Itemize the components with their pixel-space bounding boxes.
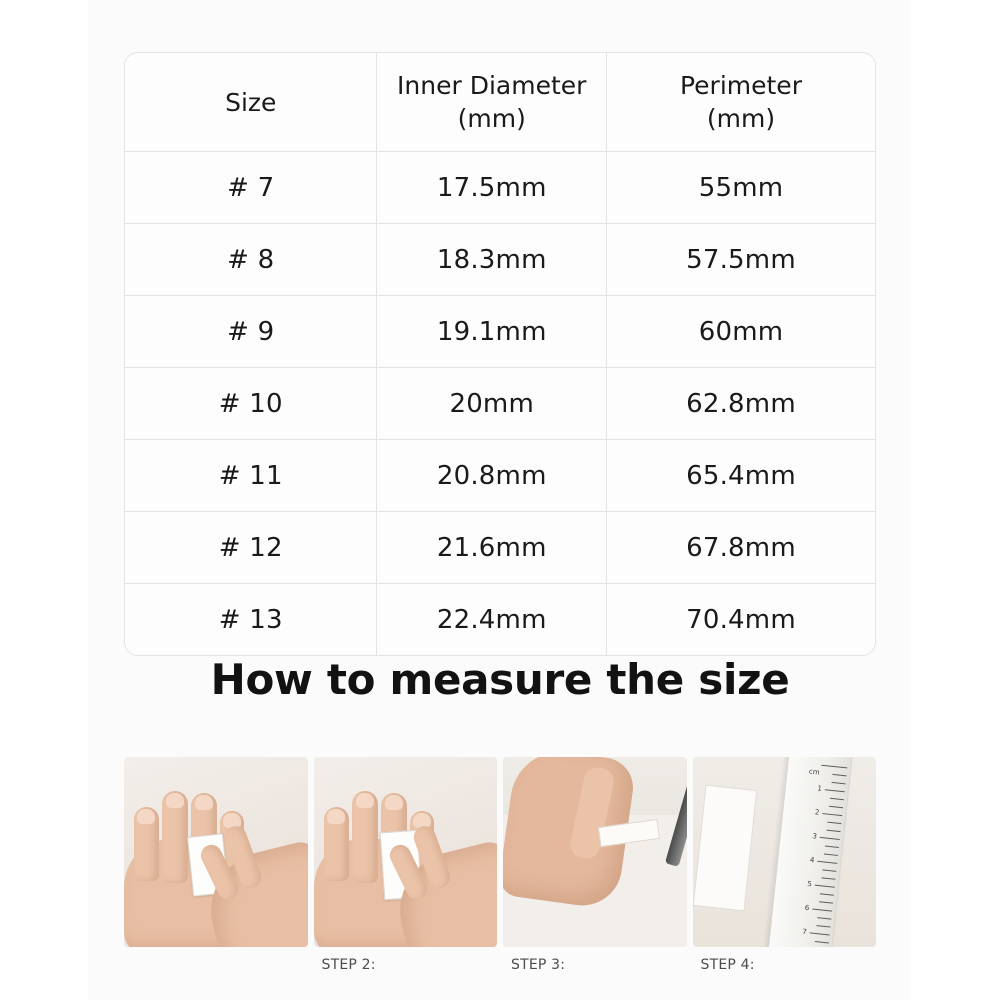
- cell-size: # 11: [125, 440, 377, 512]
- fingernail-shape: [166, 793, 184, 808]
- column-header-inner-diameter-line2: (mm): [457, 104, 526, 133]
- fingernail-shape: [195, 795, 213, 810]
- ring-size-table: [125, 53, 875, 655]
- ruler-icon: [767, 757, 853, 947]
- cell-size: # 10: [125, 368, 377, 440]
- table-header-row: [125, 53, 875, 152]
- table-row: [125, 512, 875, 584]
- cell-perimeter: 70.4mm: [686, 604, 796, 635]
- cell-size: # 8: [125, 224, 377, 296]
- cell-size: # 13: [125, 584, 377, 656]
- column-header-perimeter-line2: (mm): [706, 104, 776, 133]
- ruler-unit-label: cm: [808, 767, 820, 777]
- table-row: [125, 440, 875, 512]
- ring-size-table-card: [124, 52, 876, 656]
- step-caption-1: [124, 957, 308, 987]
- column-header-size-line1: Size: [225, 87, 277, 117]
- table-row: [125, 296, 875, 368]
- cell-inner-diameter: 20.8mm: [377, 440, 607, 512]
- ruler-mark-1: 1: [817, 784, 823, 793]
- ruler-mark-7: 7: [801, 927, 808, 937]
- paper-strip: [693, 785, 757, 912]
- cell-inner-diameter: 18.3mm: [377, 224, 607, 296]
- table-row: [125, 368, 875, 440]
- cell-size: # 9: [125, 296, 377, 368]
- cell-perimeter: 57.5mm: [606, 224, 875, 296]
- column-header-perimeter-line1: Perimeter: [679, 71, 802, 100]
- cell-inner-diameter: 20mm: [377, 368, 607, 440]
- column-header-inner-diameter-line1: Inner Diameter: [397, 71, 587, 100]
- fingernail-shape: [327, 809, 345, 824]
- cell-inner-diameter: 17.5mm: [377, 152, 607, 224]
- step-photo-strip: [124, 757, 876, 947]
- cell-size: # 12: [125, 512, 377, 584]
- step-photo-1: [124, 757, 308, 947]
- step-photo-2: [314, 757, 498, 947]
- cell-inner-diameter: 22.4mm: [377, 584, 607, 656]
- cell-size: # 7: [125, 152, 377, 224]
- ruler-mark-5: 5: [806, 879, 813, 889]
- column-header-inner-diameter: [377, 53, 607, 152]
- step-photo-3: [503, 757, 687, 947]
- page-title: How to measure the size: [210, 655, 790, 704]
- column-header-size: [125, 53, 377, 152]
- fingernail-shape: [385, 795, 403, 810]
- cell-perimeter: 60mm: [606, 296, 875, 368]
- step-caption-3: STEP 3:: [511, 957, 566, 973]
- step-photo-4: [693, 757, 877, 947]
- ruler-mark-6: 6: [804, 903, 810, 913]
- table-row: [125, 152, 875, 224]
- cell-perimeter: 67.8mm: [606, 512, 875, 584]
- cell-perimeter: 62.8mm: [606, 368, 875, 440]
- cell-perimeter: 55mm: [606, 152, 875, 224]
- table-row: [125, 584, 875, 656]
- fingernail-shape: [137, 809, 155, 824]
- cell-inner-diameter: 19.1mm: [377, 296, 607, 368]
- table-row: [125, 224, 875, 296]
- fingernail-shape: [356, 793, 374, 808]
- column-header-perimeter: [606, 53, 875, 152]
- ruler-mark-2: 2: [814, 808, 820, 817]
- ruler-mark-4: 4: [809, 856, 815, 865]
- step-caption-2: STEP 2:: [321, 957, 376, 973]
- ruler-mark-3: 3: [811, 832, 818, 841]
- cell-perimeter: 65.4mm: [606, 440, 875, 512]
- step-caption-4: STEP 4:: [700, 957, 755, 973]
- cell-inner-diameter: 21.6mm: [377, 512, 607, 584]
- step-caption-row: [124, 957, 876, 987]
